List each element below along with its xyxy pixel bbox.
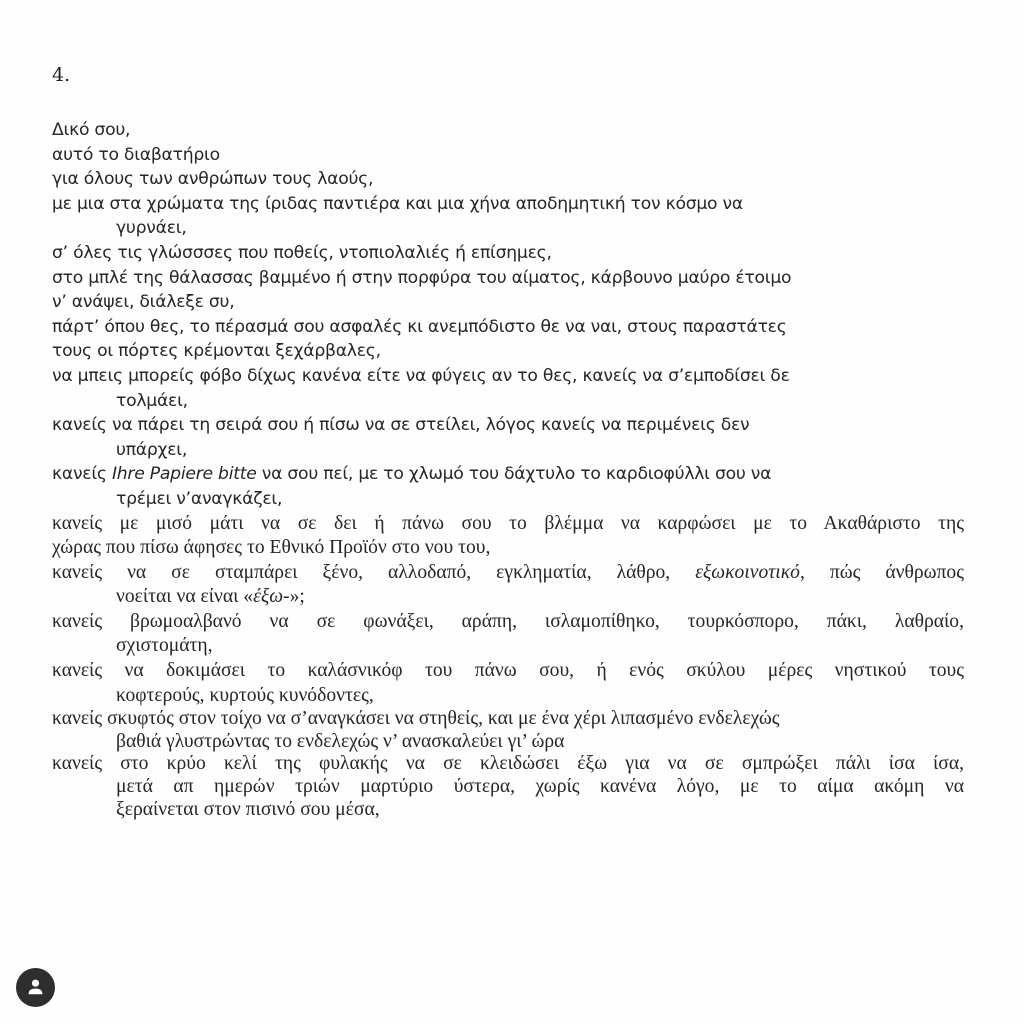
line-text: πάρτ’ όπου θες, το πέρασμά σου ασφαλές κι ανεμπόδιστο θε να ναι, στους παραστάτες bbox=[52, 316, 787, 337]
line-text: ξεραίνεται στον πισινό σου μέσα, bbox=[116, 798, 380, 820]
poem-line bbox=[52, 731, 964, 754]
line-text: γυρνάει, bbox=[116, 218, 187, 239]
poem-line bbox=[52, 143, 964, 168]
poem-line bbox=[52, 799, 964, 822]
line-text: κανείς με μισό μάτι να σε δει ή πάνω σου το βλέμμα να καρφώσει με το Ακαθάριστο της bbox=[52, 512, 964, 534]
line-text: με μια στα χρώματα της ίριδας παντιέρα και μια χήνα αποδημητική τον κόσμο να bbox=[52, 193, 743, 214]
poem-line bbox=[52, 216, 964, 241]
poem-line bbox=[52, 708, 964, 731]
line-text: σ’ όλες τις γλώσσσες που ποθείς, ντοπιολαλιές ή επίσημες, bbox=[52, 242, 552, 263]
poem-line bbox=[52, 192, 964, 217]
poem-line bbox=[52, 536, 964, 561]
line-text: τους οι πόρτες κρέμονται ξεχάρβαλες, bbox=[52, 341, 381, 362]
line-text: βαθιά γλυστρώντας το ενδελεχώς ν’ ανασκαλεύει γι’ ώρα bbox=[116, 730, 565, 752]
poem-line bbox=[52, 462, 964, 487]
line-text: αυτό το διαβατήριο bbox=[52, 144, 220, 165]
line-text: να σου πεί, με το χλωμό του δάχτυλο το καρδιοφύλλι σου να bbox=[256, 464, 772, 485]
line-text: στο μπλέ της θάλασσας βαμμένο ή στην πορφύρα του αίματος, κάρβουνο μαύρο έτοιμο bbox=[52, 267, 792, 288]
line-text: τολμάει, bbox=[116, 390, 188, 411]
line-text: κανείς να σε σταμπάρει ξένο, αλλοδαπό, εγκληματία, λάθρο, bbox=[52, 561, 696, 583]
section-number: 4. bbox=[52, 64, 71, 86]
poem-line bbox=[52, 659, 964, 684]
line-text: ν’ ανάψει, διάλεξε συ, bbox=[52, 292, 235, 313]
line-text: κανείς να δοκιμάσει το καλάσνικόφ του πάνω σου, ή ενός σκύλου μέρες νηστικού τους bbox=[52, 660, 964, 682]
line-text: σχιστομάτη, bbox=[116, 635, 213, 657]
line-text: να μπεις μπορείς φόβο δίχως κανένα είτε να φύγεις αν το θες, κανείς να σ’εμποδίσει δε bbox=[52, 365, 790, 386]
poem-line bbox=[52, 634, 964, 659]
poem-line bbox=[52, 241, 964, 266]
poem-line bbox=[52, 684, 964, 709]
poem-line bbox=[52, 561, 964, 586]
poem-line bbox=[52, 364, 964, 389]
poem-line bbox=[52, 585, 964, 610]
line-text: »; bbox=[289, 586, 305, 608]
line-text: μετά απ ημερών τριών μαρτύριο ύστερα, χωρίς κανένα λόγο, με το αίμα ακόμη να bbox=[116, 776, 964, 798]
line-text: τρέμει ν’αναγκάζει, bbox=[116, 488, 283, 509]
italic-phrase: εξωκοινοτικό bbox=[695, 561, 800, 583]
poem-line bbox=[52, 167, 964, 192]
line-text: κανείς βρωμοαλβανό να σε φωνάξει, αράπη, ισλαμοπίθηκο, τουρκόσπορο, πάκι, λαθραίο, bbox=[52, 610, 964, 632]
line-text: κανείς να πάρει τη σειρά σου ή πίσω να σε στείλει, λόγος κανείς να περιμένεις δεν bbox=[52, 415, 750, 436]
profile-avatar-button[interactable] bbox=[16, 968, 55, 1007]
poem-line bbox=[52, 438, 964, 463]
poem-line bbox=[52, 339, 964, 364]
italic-phrase: έξω- bbox=[253, 586, 290, 608]
line-text: χώρας που πίσω άφησες το Εθνικό Προϊόν στο νου του, bbox=[52, 537, 491, 559]
line-text: κανείς bbox=[52, 464, 112, 485]
line-text: , πώς άνθρωπος bbox=[799, 561, 964, 583]
line-text: υπάρχει, bbox=[116, 439, 188, 460]
poem-line bbox=[52, 266, 964, 291]
italic-phrase: Ihre Papiere bitte bbox=[111, 464, 257, 485]
poem-line bbox=[52, 290, 964, 315]
poem-line bbox=[52, 487, 964, 512]
user-avatar-icon bbox=[16, 968, 55, 1007]
poem-line bbox=[52, 413, 964, 438]
poem-line bbox=[52, 753, 964, 776]
line-text: νοείται να είναι « bbox=[116, 586, 254, 608]
poem-body bbox=[52, 118, 964, 821]
poem-line bbox=[52, 776, 964, 799]
poem-line bbox=[52, 512, 964, 537]
poem-line bbox=[52, 610, 964, 635]
poem-line bbox=[52, 389, 964, 414]
poem-line bbox=[52, 315, 964, 340]
line-text: για όλους των ανθρώπων τους λαούς, bbox=[52, 169, 374, 190]
line-text: κοφτερούς, κυρτούς κυνόδοντες, bbox=[116, 684, 374, 706]
line-text: Δικό σου, bbox=[52, 120, 131, 140]
line-text: κανείς στο κρύο κελί της φυλακής να σε κλειδώσει έξω για να σε σμπρώξει πάλι ίσα ίσα, bbox=[52, 753, 964, 775]
poem-line bbox=[52, 118, 964, 143]
line-text: κανείς σκυφτός στον τοίχο να σ’αναγκάσει να στηθείς, και με ένα χέρι λιπασμένο ενδελεχώς bbox=[52, 708, 780, 730]
